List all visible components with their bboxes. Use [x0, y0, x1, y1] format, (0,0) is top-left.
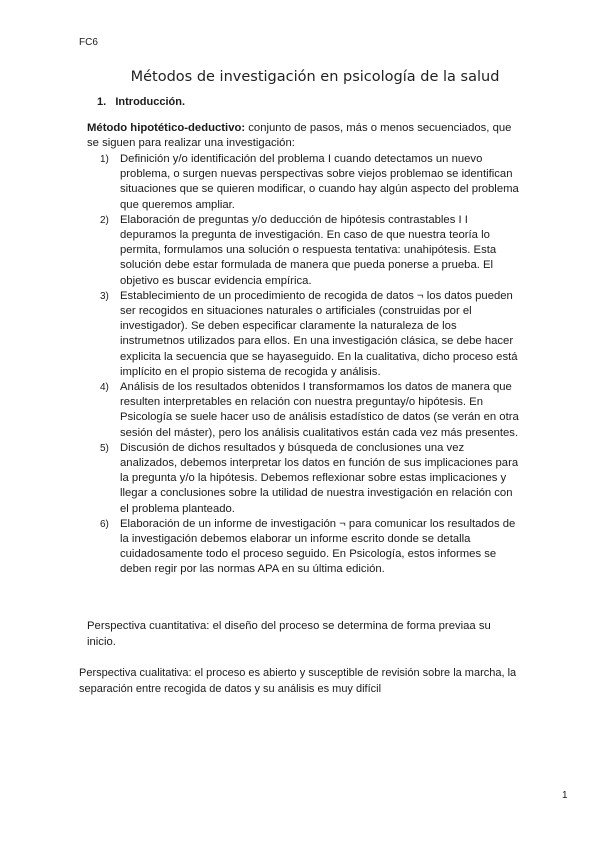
method-term: Método hipotético-deductivo: [87, 122, 246, 134]
step-number: 3) [100, 290, 109, 302]
page-title: Métodos de investigación en psicología de la salud [130, 69, 500, 85]
list-item [100, 213, 520, 289]
list-item [100, 289, 520, 380]
step-text: Análisis de los resultados obtenidos I transformamos los datos de manera que resulten interpretables en relación con nuestra preguntay/o hipótesis. En Psicología se suele hacer uso de análisis estadístico de datos (se verán en otra sesión del máster), pero los análisis cualitativos están cada vez más presentes. [120, 381, 519, 439]
step-text: Elaboración de preguntas y/o deducción de hipótesis contrastables I I depuramos la pregunta de investigación. En caso de que nuestra teoría lo permita, formulamos una solución o respuesta tentativa: unahipótesis. Esta solución debe estar formulada de manera que pueda ponerse a prueba. El objetivo es buscar evidencia empírica. [120, 213, 497, 287]
step-number: 5) [100, 442, 109, 454]
step-text: Discusión de dichos resultados y búsqueda de conclusiones una vez analizados, debemos interpretar los datos en función de sus implicaciones para la pregunta y/o la hipótesis. Debemos reflexionar sobre estas implicaciones y llegar a conclusiones sobre la utilidad de nuestra investigación en relación con el problema planteado. [120, 441, 519, 515]
step-number: 1) [100, 154, 109, 165]
qualitative-perspective: Perspectiva cualitativa: el proceso es abierto y susceptible de revisión sobre la marcha, la separación entre recogida de datos y su análisis es muy difícil [79, 667, 517, 695]
step-text: Definición y/o identificación del problema I cuando detectamos un nuevo problema, o surgen nuevas perspectivas sobre viejos problemao se identifican situaciones que se quieren modificar, o cuando hay algún aspecto del problema que queremos ampliar. [120, 153, 519, 211]
steps-list [100, 152, 520, 578]
step-number: 4) [100, 382, 109, 394]
step-text: Establecimiento de un procedimiento de recogida de datos ¬ los datos pueden ser recogidos en situaciones naturales o artificiales (construidas por el investigador). Se deben especificar claramente la naturaleza de los instrumetnos utilizados para ellos. En una investigación clásica, se debe hacer explicita la secuencia que se hayaseguido. En la cualitativa, dicho proceso está implícito en el propio sistema de recogida y análisis. [120, 289, 518, 378]
quantitative-perspective: Perspectiva cuantitativa: el diseño del proceso se determina de forma previaa su inicio. [87, 620, 491, 648]
list-item [100, 152, 520, 213]
method-definition: conjunto de pasos, más o menos secuenciados, que se siguen para realizar una investigación: [87, 122, 512, 150]
step-number: 2) [100, 214, 109, 226]
page-number: 1 [562, 790, 568, 801]
list-item [100, 380, 520, 441]
section-title: Introducción. [115, 96, 186, 108]
section-heading [97, 96, 185, 108]
step-number: 6) [100, 518, 109, 530]
list-item [100, 517, 520, 578]
method-intro [87, 121, 512, 152]
step-text: Elaboración de un informe de investigación ¬ para comunicar los resultados de la investigación debemos elaborar un informe escrito donde se detalla cuidadosamente todo el proceso seguido. En Psicología, estos informes se deben regir por las normas APA en su última edición. [120, 517, 516, 576]
list-item [100, 441, 520, 517]
document-code: FC6 [79, 37, 98, 48]
section-number: 1. [97, 96, 107, 108]
